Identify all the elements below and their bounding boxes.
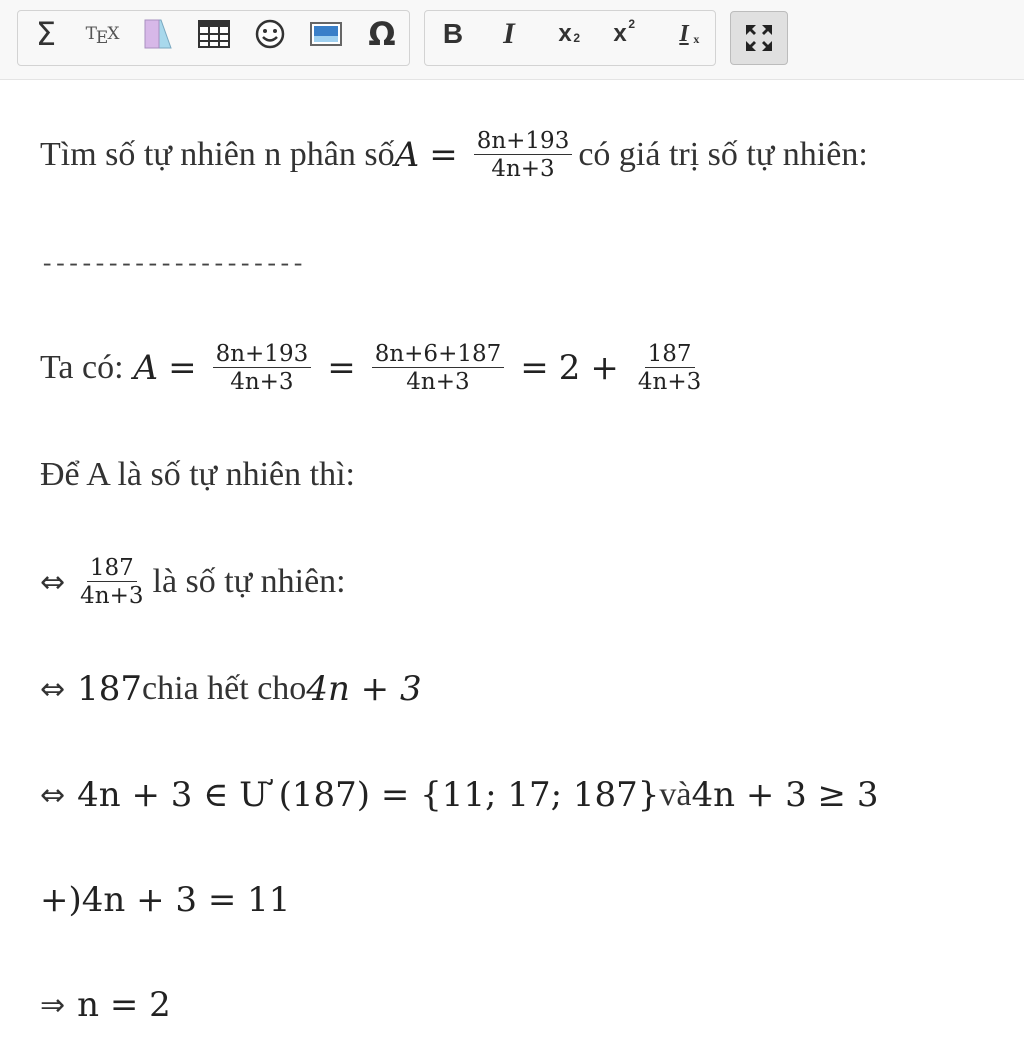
omega-icon: Ω bbox=[368, 15, 396, 53]
solution-step-5 bbox=[40, 755, 878, 835]
fraction-numerator: 187 bbox=[87, 556, 137, 582]
fraction-numerator: 8n+6+187 bbox=[372, 342, 505, 368]
plus-sign: + bbox=[590, 348, 619, 388]
solution-step-1 bbox=[40, 328, 710, 408]
fraction bbox=[474, 129, 573, 181]
subscript-icon bbox=[558, 20, 580, 48]
subscript-button[interactable] bbox=[545, 14, 585, 54]
fraction-numerator: 187 bbox=[645, 342, 695, 368]
italic-button[interactable] bbox=[489, 14, 529, 54]
step-expression-2: 4n + 3 ≥ 3 bbox=[691, 775, 879, 815]
fraction-denominator: 4n+3 bbox=[80, 583, 144, 609]
divider-line bbox=[40, 225, 304, 305]
solution-step-6 bbox=[40, 860, 290, 940]
step-formula bbox=[134, 342, 711, 394]
solution-step-3 bbox=[40, 542, 346, 622]
solution-step-4 bbox=[40, 649, 422, 729]
iff-arrow-icon: ⇔ bbox=[40, 671, 66, 707]
equals-sign: = bbox=[520, 348, 549, 388]
equals-sign: = bbox=[429, 135, 458, 175]
bold-button[interactable] bbox=[433, 14, 473, 54]
problem-text: Tìm số tự nhiên n phân số bbox=[40, 136, 395, 173]
italic-icon: I bbox=[503, 17, 515, 50]
step-text: và bbox=[659, 776, 692, 813]
var-a: A bbox=[394, 135, 420, 175]
number-187: 187 bbox=[77, 669, 143, 709]
step-expression: 4n + 3 ∈ Ư (187) = {11; 17; 187} bbox=[77, 775, 660, 815]
table-button[interactable] bbox=[194, 14, 234, 54]
sigma-icon: Σ bbox=[35, 15, 57, 53]
remove-format-icon-i: I bbox=[679, 20, 689, 47]
solution-step-7 bbox=[40, 965, 171, 1045]
maximize-button[interactable] bbox=[730, 11, 788, 65]
fraction bbox=[372, 342, 505, 394]
fraction-numerator: 8n+193 bbox=[474, 129, 573, 155]
maximize-icon bbox=[744, 23, 774, 53]
equals-sign: = bbox=[168, 348, 197, 388]
editor-toolbar bbox=[0, 0, 1024, 80]
fraction bbox=[635, 342, 704, 394]
smiley-icon bbox=[254, 18, 286, 50]
superscript-button[interactable] bbox=[600, 14, 640, 54]
step-expression: n = 2 bbox=[77, 985, 171, 1025]
step-formula bbox=[77, 556, 152, 608]
image-button[interactable] bbox=[306, 14, 346, 54]
iff-arrow-icon: ⇔ bbox=[40, 564, 66, 600]
superscript-icon-x: x bbox=[613, 20, 627, 47]
remove-format-button[interactable] bbox=[664, 14, 704, 54]
fraction bbox=[77, 556, 146, 608]
fraction-denominator: 4n+3 bbox=[406, 369, 470, 395]
editor-content[interactable] bbox=[40, 80, 1020, 1060]
solution-step-2 bbox=[40, 435, 355, 515]
step-text: Ta có: bbox=[40, 349, 124, 386]
step-text: là số tự nhiên: bbox=[152, 563, 346, 600]
shape-icon bbox=[141, 17, 175, 51]
step-text: chia hết cho bbox=[142, 670, 307, 707]
dash-divider: -------------------- bbox=[40, 251, 305, 279]
step-expression: +)4n + 3 = 11 bbox=[40, 880, 291, 920]
problem-statement bbox=[40, 115, 868, 195]
tex-icon-e: E bbox=[95, 28, 108, 48]
shapes-button[interactable] bbox=[138, 14, 178, 54]
tex-icon-x: X bbox=[107, 24, 119, 44]
remove-format-icon bbox=[679, 20, 700, 48]
equals-sign: = bbox=[327, 348, 356, 388]
image-icon bbox=[309, 20, 343, 48]
fraction-denominator: 4n+3 bbox=[491, 156, 555, 182]
step-text: Để A là số tự nhiên thì: bbox=[40, 456, 355, 493]
tex-button[interactable] bbox=[82, 14, 122, 54]
subscript-icon-2: 2 bbox=[573, 31, 580, 45]
emoji-button[interactable] bbox=[250, 14, 290, 54]
table-icon bbox=[197, 19, 231, 49]
remove-format-icon-x: x bbox=[693, 31, 700, 46]
fraction-denominator: 4n+3 bbox=[230, 369, 294, 395]
superscript-icon bbox=[613, 17, 635, 48]
fraction-numerator: 8n+193 bbox=[213, 342, 312, 368]
tex-icon-t: T bbox=[85, 24, 96, 44]
bold-icon: B bbox=[442, 18, 464, 49]
step-expression: 4n + 3 bbox=[306, 669, 422, 709]
iff-arrow-icon: ⇔ bbox=[40, 777, 66, 813]
implies-arrow-icon: ⇒ bbox=[40, 987, 66, 1023]
sum-button[interactable] bbox=[26, 14, 66, 54]
special-char-button[interactable] bbox=[362, 14, 402, 54]
fraction bbox=[213, 342, 312, 394]
var-a: A bbox=[133, 348, 159, 388]
number-two: 2 bbox=[558, 348, 581, 388]
problem-text-end: có giá trị số tự nhiên: bbox=[578, 136, 868, 173]
tex-icon bbox=[85, 24, 119, 48]
subscript-icon-x: x bbox=[558, 20, 572, 47]
problem-formula bbox=[395, 129, 579, 181]
superscript-icon-2: 2 bbox=[628, 17, 635, 31]
fraction-denominator: 4n+3 bbox=[637, 369, 702, 395]
